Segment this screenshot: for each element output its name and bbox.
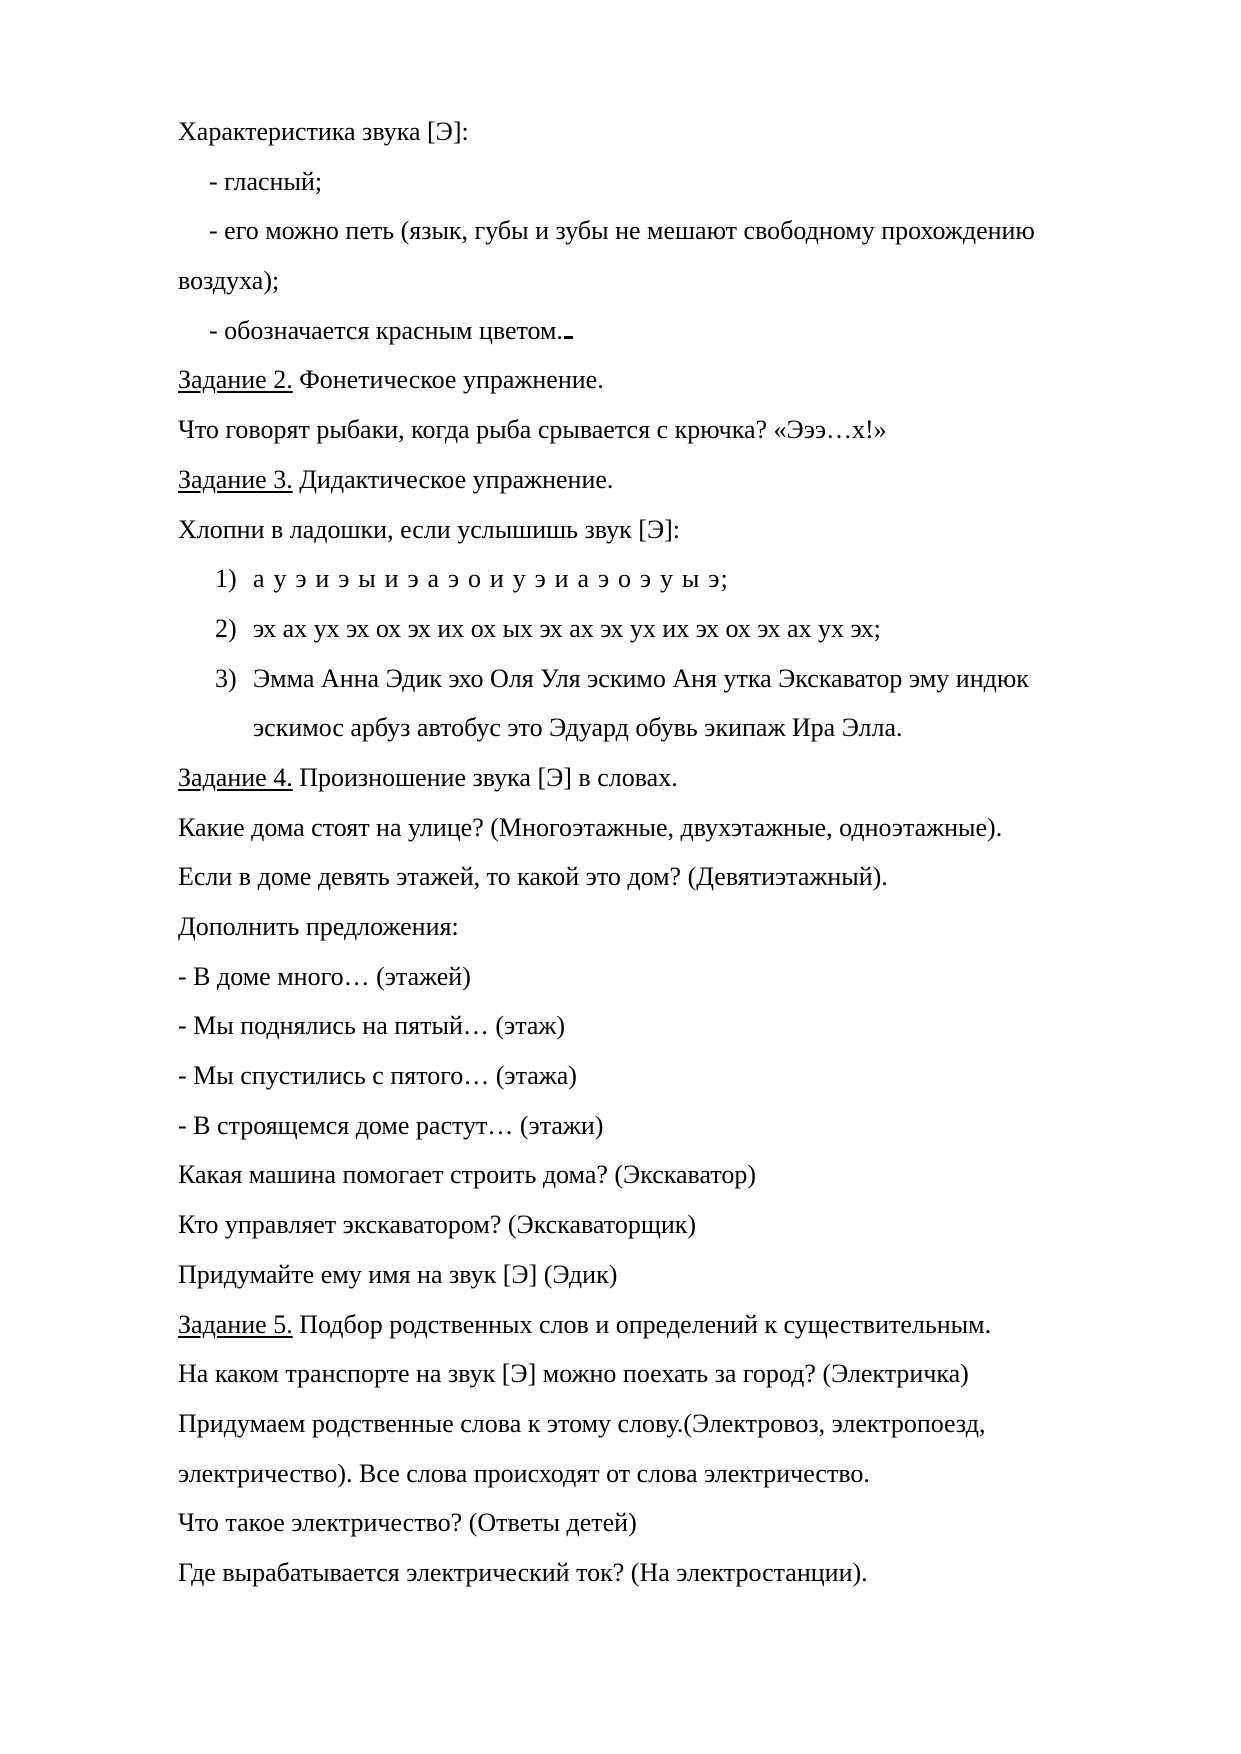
task4-line: Какие дома стоят на улице? (Многоэтажные, двухэтажные, одноэтажные).	[178, 812, 1003, 842]
task4-line: Какая машина помогает строить дома? (Экскаватор)	[178, 1160, 757, 1190]
task2-title: Фонетическое упражнение.	[292, 365, 604, 395]
task3-title: Дидактическое упражнение.	[292, 464, 614, 494]
task3-label: Задание 3.	[178, 464, 293, 494]
task3-heading	[178, 455, 1143, 505]
task3-list-item-1	[178, 554, 1143, 604]
task4-line: - В доме много… (этажей)	[178, 961, 471, 991]
task5-label: Задание 5.	[178, 1309, 293, 1339]
characteristic-point-singable-continuation: воздуха);	[178, 266, 280, 296]
task4-line: - В строящемся доме растут… (этажи)	[178, 1110, 604, 1140]
task5-line: электричество). Все слова происходят от слова электричество.	[178, 1458, 870, 1488]
characteristic-point-color-text: - обозначается красным цветом.	[209, 315, 564, 345]
characteristic-title: Характеристика звука [Э]:	[178, 117, 469, 146]
task4-label: Задание 4.	[178, 762, 293, 792]
list-number: 1)	[215, 564, 237, 594]
task3-list-item-3	[178, 654, 1143, 704]
list-text: а у э и э ы и э а э о и у э и а э о э у ы э;	[253, 564, 730, 594]
list-number: 2)	[215, 613, 237, 643]
task4-line: Дополнить предложения:	[178, 912, 459, 941]
task2-question: Что говорят рыбаки, когда рыба срывается с крючка? «Эээ…х!»	[178, 415, 887, 445]
characteristic-point-color	[178, 306, 1143, 356]
task4-line: Кто управляет экскаватором? (Экскаваторщик)	[178, 1210, 697, 1240]
task3-instruction: Хлопни в ладошки, если услышишь звук [Э]:	[178, 514, 680, 544]
task4-line: - Мы поднялись на пятый… (этаж)	[178, 1011, 566, 1041]
task4-line: Придумайте ему имя на звук [Э] (Эдик)	[178, 1259, 618, 1289]
task4-title: Произношение звука [Э] в словах.	[292, 762, 678, 792]
task5-line: Где вырабатывается электрический ток? (На электростанции).	[178, 1557, 868, 1587]
task2-label: Задание 2.	[178, 365, 293, 395]
task4-line: - Мы спустились с пятого… (этажа)	[178, 1061, 577, 1091]
task5-line: Придумаем родственные слова к этому слову.(Электровоз, электропоезд,	[178, 1408, 986, 1438]
document-body	[178, 107, 1143, 1598]
task5-title: Подбор родственных слов и определений к существительным.	[292, 1309, 992, 1339]
characteristic-point-singable: - его можно петь (язык, губы и зубы не мешают свободному прохождению	[209, 216, 1035, 246]
task5-line: На каком транспорте на звук [Э] можно поехать за город? (Электричка)	[178, 1359, 969, 1389]
task4-heading	[178, 753, 1143, 803]
task2-heading	[178, 355, 1143, 405]
task4-line: Если в доме девять этажей, то какой это дом? (Девятиэтажный).	[178, 862, 888, 892]
task3-list-item-2	[178, 604, 1143, 654]
task5-heading	[178, 1300, 1143, 1350]
task3-list-item-3-continuation: эскимос арбуз автобус это Эдуард обувь экипаж Ира Элла.	[253, 713, 903, 743]
list-number: 3)	[215, 663, 237, 693]
underscore-mark	[564, 336, 573, 339]
characteristic-point-vowel: - гласный;	[209, 166, 323, 196]
task5-line: Что такое электричество? (Ответы детей)	[178, 1508, 637, 1538]
list-text: эх ах ух эх ох эх их ох ых эх ах эх ух их эх ох эх ах ух эх;	[253, 613, 881, 643]
list-text: Эмма Анна Эдик эхо Оля Уля эскимо Аня утка Экскаватор эму индюк	[253, 663, 1029, 693]
